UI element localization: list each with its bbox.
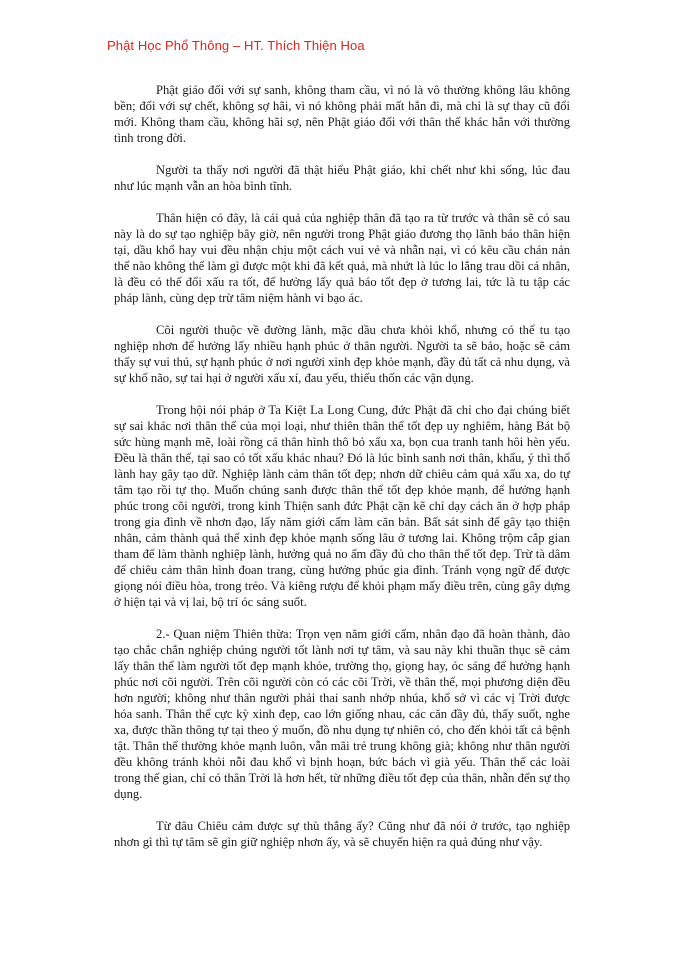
body-text bbox=[114, 82, 570, 850]
paragraph: Người ta thấy nơi người đã thật hiểu Phật giáo, khi chết như khi sống, lúc đau như lúc mạnh vẫn an hòa bình tĩnh. bbox=[114, 163, 570, 193]
paragraph: 2.- Quan niệm Thiên thừa: Trọn vẹn năm giới cấm, nhân đạo đã hoàn thành, đào tạo chắc chắn nghiệp chúng người tốt lành nơi tự tâm, và sau này khi thuần thục sẽ cảm lấy thân thể làm người tốt đẹp mạnh khỏe, trường thọ, giọng hay, óc sáng để hưởng hạnh phúc nơi cõi người. Trên cõi người còn có các cõi Trời, về thân thể, mọi phương diện đều hơn người; không như thân người phải thai sanh nhớp nhúa, khổ sở vì các vị Trời được hóa sanh. Thân thể cực kỳ xinh đẹp, cao lớn giống nhau, các căn đầy đủ, thấy suốt, nghe xa, được thần thông tự tại theo ý muốn, đồ nhu dụng tự nhiên có, cho đến khỏi tất cả bệnh tật. Thân thể thường khỏe mạnh luôn, vẫn mãi trẻ trung không già; không như thân người đều không tránh khỏi nỗi đau khổ vì bịnh hoạn, bức bách vì già yếu. Thân thể các loài trong thế gian, chỉ có thân Trời là hơn hết, từ những điều tốt đẹp của thân, nhẫn đến sự thọ dụng. bbox=[114, 627, 570, 801]
paragraph: Cõi người thuộc về đường lành, mặc dầu chưa khỏi khổ, nhưng có thể tu tạo nghiệp nhơn để hưởng lấy nhiều hạnh phúc ở thân người. Người ta sẽ bảo, hoặc sẽ cảm thấy sự vui thú, sự hạnh phúc ở nơi người xinh đẹp khỏe mạnh, đầy đủ tất cả nhu dụng, và sự khổ não, sự tai hại ở người xấu xí, đau yếu, thiếu thốn các vận dụng. bbox=[114, 323, 570, 385]
paragraph: Từ đâu Chiêu cảm được sự thù thắng ấy? Cũng như đã nói ở trước, tạo nghiệp nhơn gì thì tự tâm sẽ gìn giữ nghiệp nhơn ấy, và sẽ chuyển hiện ra quả đúng như vậy. bbox=[114, 819, 570, 849]
paragraph: Trong hội nói pháp ở Ta Kiệt La Long Cung, đức Phật đã chỉ cho đại chúng biết sự sai khác nơi thân thể của mọi loại, như thiên thân thể tốt đẹp uy nghiêm, hàng Bát bộ sức hùng mạnh mẽ, loài rồng cá thân hình thô bỏ xấu xa, bọn cua tranh tanh hôi hèn yếu. Đều là thân thể, tại sao có tốt xấu khác nhau? Đó là lúc bình sanh nơi thân, khẩu, ý thì thổ lành hay gây tạo dữ. Nghiệp lành cảm thân tốt đẹp; nhơn dữ chiêu cảm quả xấu xa, do tự tâm tạo rồi tự thọ. Muốn chúng sanh được thân thể tốt đẹp khỏe mạnh, để hưởng hạnh phúc trong cõi người, trong kinh Thiện sanh đức Phật cặn kẽ chỉ dạy cách ăn ở hợp pháp trong gia đình về nhơn đạo, lấy năm giới cấm làm căn bản. Bất sát sinh để gây tạo thiện nhân, cảm thành quả thể xinh đẹp khỏe mạnh sống lâu ở tương lai. Không trộm cắp gian tham để làm thành nghiệp lành, hưởng quả no ấm đầy đủ cho thân thể tốt đẹp. Trừ tà dâm để chiêu cảm thân hình đoan trang, cùng hưởng phúc gia đình. Tránh vọng ngữ để được giọng nói điều hòa, trong trẻo. Và kiêng rượu để khỏi phạm mấy điều trên, cùng gây dựng ở hiện tại và vị lai, bộ trí óc sáng suốt. bbox=[114, 403, 570, 609]
paragraph: Phật giáo đối với sự sanh, không tham cầu, vì nó là vô thường không lâu không bền; đối với sự chết, không sợ hãi, vì nó không phải mất hẳn đi, mà chỉ là sự thay cũ đổi mới. Không tham cầu, không hãi sợ, nên Phật giáo đối với thân thể khác hẳn với thường tình trong đời. bbox=[114, 83, 570, 145]
page-header-title: Phật Học Phổ Thông – HT. Thích Thiện Hoa bbox=[107, 38, 365, 53]
paragraph: Thân hiện có đây, là cái quả của nghiệp thân đã tạo ra từ trước và thân sẽ có sau này là do sự tạo nghiệp bây giờ, nên người trong Phật giáo đương thọ lãnh báo thân hiện tại, dầu khổ hay vui đều nhận chịu một cách vui vẻ và nhẫn nại, vì có kêu cầu chán nản thế nào không thể làm gì được một khi đã kết quả, mà nhứt là lúc lo lắng trau dồi cá nhân, là đều có thể đổi xấu ra tốt, để hưởng lấy quả báo tốt đẹp ở tương lai, tức là tu tập các pháp lành, cùng dẹp trừ tâm niệm hành vi bạo ác. bbox=[114, 211, 570, 305]
